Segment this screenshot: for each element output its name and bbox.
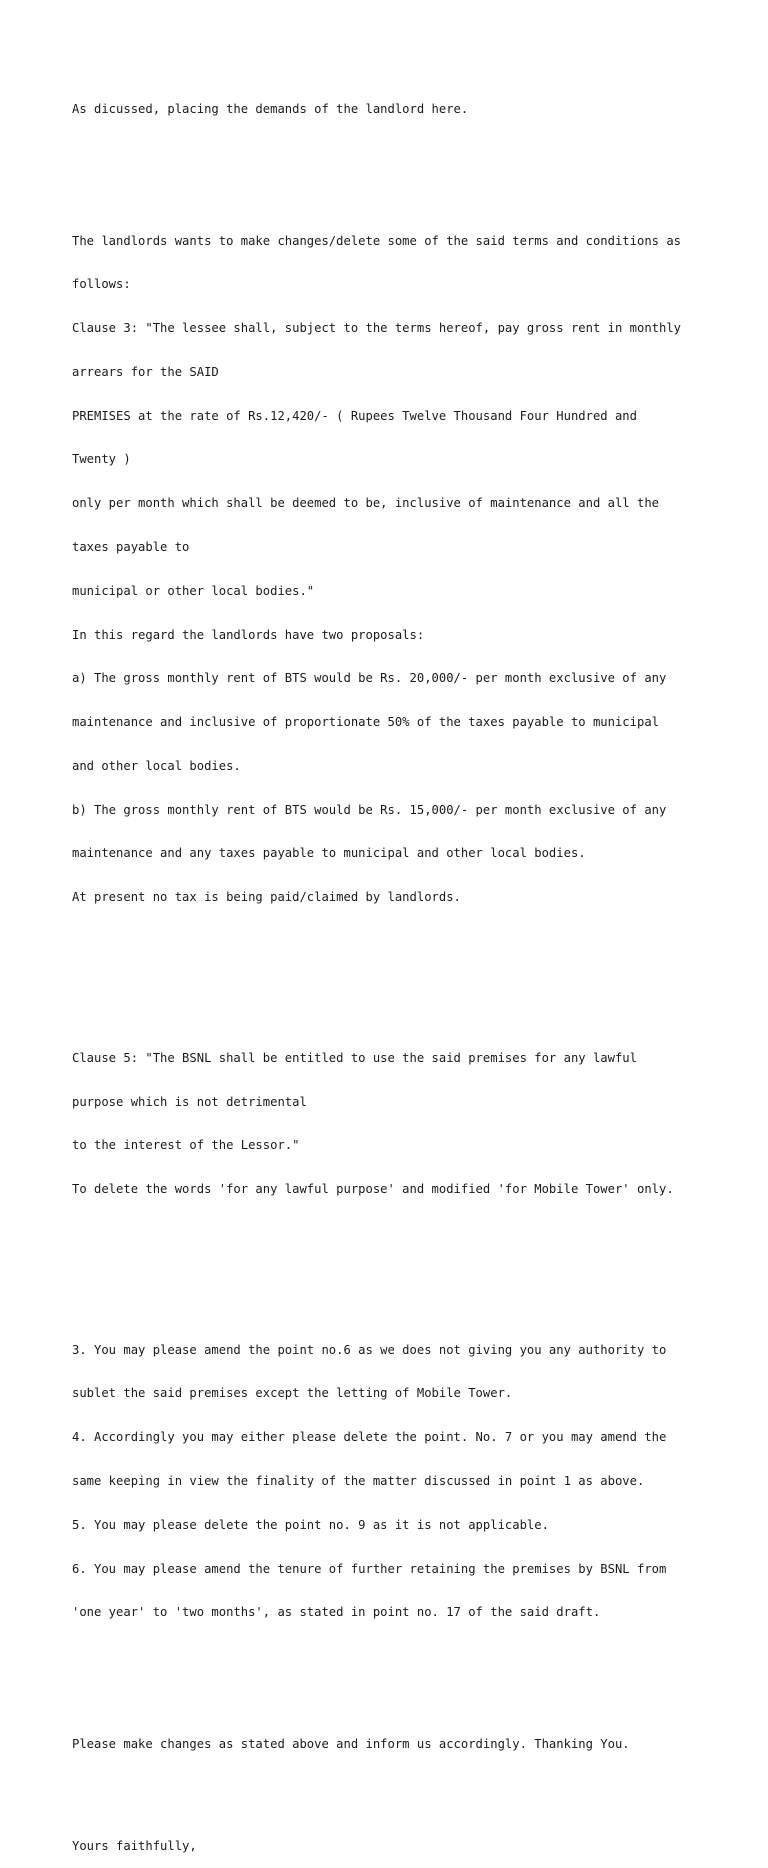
text-line: To delete the words 'for any lawful purpose' and modified 'for Mobile Tower' only. xyxy=(72,1182,674,1197)
text-line: municipal or other local bodies." xyxy=(72,583,315,598)
text-line: 'one year' to 'two months', as stated in point no. 17 of the said draft. xyxy=(72,1605,601,1620)
text-line: maintenance and inclusive of proportionate 50% of the taxes payable to municipal xyxy=(72,715,659,730)
text-line: In this regard the landlords have two proposals: xyxy=(72,627,425,642)
text-line: 5. You may please delete the point no. 9 as it is not applicable. xyxy=(72,1517,549,1532)
text-line: Clause 5: "The BSNL shall be entitled to use the said premises for any lawful xyxy=(72,1050,637,1065)
clause-5-section xyxy=(72,1022,732,1226)
text-line: arrears for the SAID xyxy=(72,364,219,379)
paragraph-gap xyxy=(72,1780,732,1795)
text-line: At present no tax is being paid/claimed by landlords. xyxy=(72,890,461,905)
text-line: The landlords wants to make changes/delete some of the said terms and conditions as xyxy=(72,233,682,248)
text-line: taxes payable to xyxy=(72,540,190,554)
text-line: sublet the said premises except the letting of Mobile Tower. xyxy=(72,1386,513,1401)
signoff-line: Yours faithfully, xyxy=(72,1838,197,1853)
text-line: Twenty ) xyxy=(72,452,131,467)
text-line: and other local bodies. xyxy=(72,758,241,773)
text-line: 4. Accordingly you may either please delete the point. No. 7 or you may amend the xyxy=(72,1430,667,1445)
text-line: only per month which shall be deemed to be, inclusive of maintenance and all the xyxy=(72,496,659,511)
text-line: a) The gross monthly rent of BTS would be Rs. 20,000/- per month exclusive of any xyxy=(72,671,667,686)
closing-paragraph: Please make changes as stated above and inform us accordingly. Thanking You. xyxy=(72,1736,630,1751)
text-line: purpose which is not detrimental xyxy=(72,1094,307,1109)
text-line: to the interest of the Lessor." xyxy=(72,1138,300,1153)
text-line: same keeping in view the finality of the matter discussed in point 1 as above. xyxy=(72,1474,645,1488)
paragraph-gap xyxy=(72,1678,732,1693)
text-line: follows: xyxy=(72,277,131,292)
intro-paragraph: As dicussed, placing the demands of the landlord here. xyxy=(72,102,469,117)
text-line: 3. You may please amend the point no.6 as we does not giving you any authority to xyxy=(72,1342,667,1357)
clause-3-section xyxy=(72,204,732,934)
numbered-points-section xyxy=(72,1313,732,1649)
text-line: b) The gross monthly rent of BTS would be Rs. 15,000/- per month exclusive of any xyxy=(72,802,667,817)
document-body xyxy=(72,73,732,1868)
text-line: 6. You may please amend the tenure of further retaining the premises by BSNL from xyxy=(72,1561,667,1576)
paragraph-gap xyxy=(72,963,732,978)
text-line: PREMISES at the rate of Rs.12,420/- ( Rupees Twelve Thousand Four Hundred and xyxy=(72,408,637,423)
paragraph-gap xyxy=(72,146,732,161)
text-line: Clause 3: "The lessee shall, subject to the terms hereof, pay gross rent in monthly xyxy=(72,321,682,336)
paragraph-gap xyxy=(72,1255,732,1270)
text-line: maintenance and any taxes payable to municipal and other local bodies. xyxy=(72,846,586,861)
